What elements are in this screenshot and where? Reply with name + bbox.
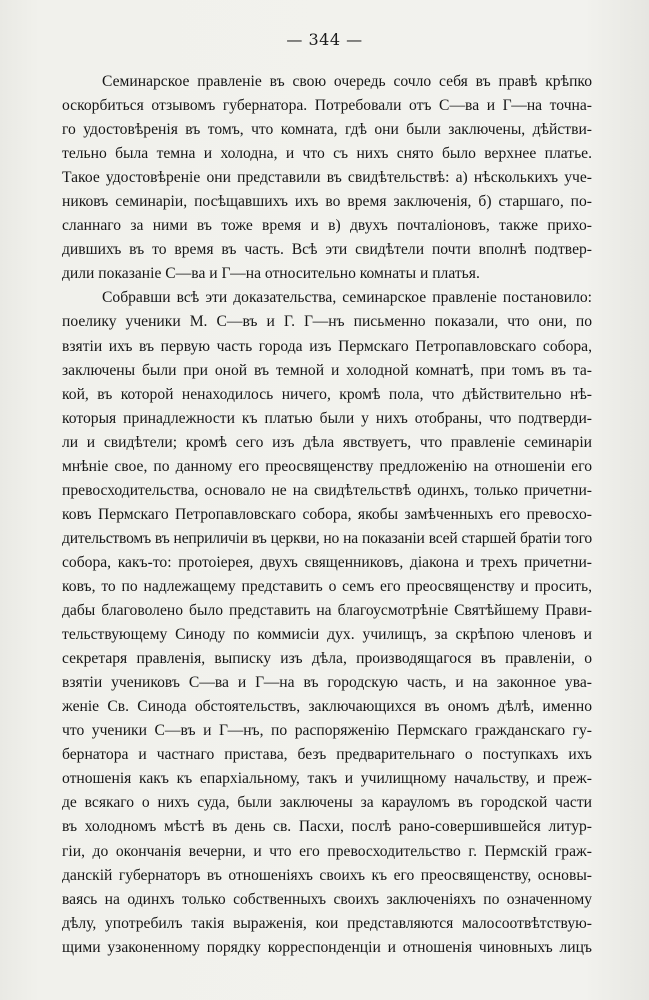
text-line: дившихъ въ то время въ часть. Всѣ эти свидѣтели почти вполнѣ подтвер- (62, 241, 592, 259)
text-line: ковъ Пермскаго Петропавловскаго собора, якобы замѣченныхъ его превосхо- (62, 505, 592, 523)
text-line: дѣлу, употребилъ такія выраженія, кои представляются малосоотвѣтствую- (62, 914, 592, 932)
body-text (62, 70, 592, 960)
text-line: никовъ семинаріи, посѣщавшихъ ихъ во время заключенія, б) старшаго, по- (62, 193, 592, 211)
text-line: Собравши всѣ эти доказательства, семинарское правленіе постановило: (102, 289, 592, 307)
text-line: отношенія какъ къ епархіальному, такъ и училищному начальству, и преж- (62, 770, 592, 788)
text-line: Такое удостовѣреніе они представили въ свидѣтельствѣ: а) нѣсколькихъ уче- (62, 169, 592, 187)
text-line: взятіи учениковъ С—ва и Г—на въ городскую часть, и на законное ува- (62, 674, 592, 692)
text-line: тельно была темна и холодна, и что съ нихъ снято было верхнее платье. (62, 145, 592, 163)
text-line: го удостовѣренія въ томъ, что комната, гдѣ они были заключены, дѣйстви- (62, 121, 592, 139)
text-line: заключены были при оной въ темной и холодной комнатѣ, при томъ въ та- (62, 361, 592, 379)
text-line: сланнаго за ними въ тоже время и в) двухъ почталіоновъ, также прихо- (62, 217, 592, 235)
text-line: ваясь на одинхъ только собственныхъ своихъ заключеніяхъ по означенному (62, 890, 592, 908)
text-line: мнѣніе свое, по данному его преосвященству предложенію на отношеніи его (62, 457, 592, 475)
text-line: что ученики С—въ и Г—нъ, по распоряженію Пермскаго гражданскаго гу- (62, 722, 592, 740)
text-line: собора, какъ-то: протоіерея, двухъ священниковъ, діакона и трехъ причетни- (62, 553, 592, 571)
text-line: Семинарское правленіе въ свою очередь сочло себя въ правѣ крѣпко (102, 73, 592, 90)
text-line: секретаря правленія, выписку изъ дѣла, производящагося въ правленіи, о (62, 650, 592, 668)
paragraph-1 (62, 70, 592, 286)
text-line: гіи, до окончанія вечерни, и что его превосходительство г. Пермскій граж- (62, 842, 592, 860)
text-line: женіе Св. Синода обстоятельствъ, заключающихся въ ономъ дѣлѣ, именно (62, 698, 592, 716)
text-line: бернатора и частнаго пристава, безъ предварительнаго о поступкахъ ихъ (62, 746, 592, 764)
text-line: въ холодномъ мѣстѣ въ день св. Пасхи, послѣ рано-совершившейся литур- (62, 818, 592, 836)
text-line: поелику ученики М. С—въ и Г. Г—нъ письменно показали, что они, по (62, 313, 592, 331)
text-line: оскорбиться отзывомъ губернатора. Потребовали отъ С—ва и Г—на точна- (62, 97, 592, 115)
text-line: взятіи ихъ въ первую часть города изъ Пермскаго Петропавловскаго собора, (62, 337, 592, 355)
text-line: которыя принадлежности къ платью были у нихъ отобраны, что подтверди- (62, 409, 592, 427)
text-line: ли и свидѣтели; кромѣ сего изъ дѣла явствуетъ, что правленіе семинаріи (62, 433, 592, 451)
text-line: данскій губернаторъ въ отношеніяхъ своихъ къ его преосвященству, основы- (62, 866, 592, 884)
text-line: щими узаконенному порядку корреспонденціи и отношенія чиновныхъ лицъ (62, 938, 592, 956)
text-line: дили показаніе С—ва и Г—на относительно комнаты и платья. (62, 265, 480, 283)
text-line: де всякаго о нихъ суда, были заключены за карауломъ въ городской части (62, 794, 592, 812)
text-line: дабы благоволено было представить на благоусмотрѣніе Святѣйшему Прави- (62, 602, 592, 620)
text-line: превосходительства, основало не на свидѣтельствѣ одинхъ, только причетни- (62, 481, 592, 499)
text-line: ковъ, то по надлежащему представить о семъ его преосвященству и просить, (62, 577, 592, 595)
paragraph-2 (62, 286, 592, 959)
page-number: — 344 — (286, 30, 363, 49)
text-line: кой, въ которой ненаходилось ничего, кромѣ пола, что дѣйствительно нѣ- (62, 385, 592, 403)
text-line: дительствомъ въ неприличіи въ церкви, но на показаніи всей старшей братіи того (62, 529, 592, 547)
text-line: тельствующему Синоду по коммисіи дух. училищъ, за скрѣпою членовъ и (62, 626, 592, 644)
